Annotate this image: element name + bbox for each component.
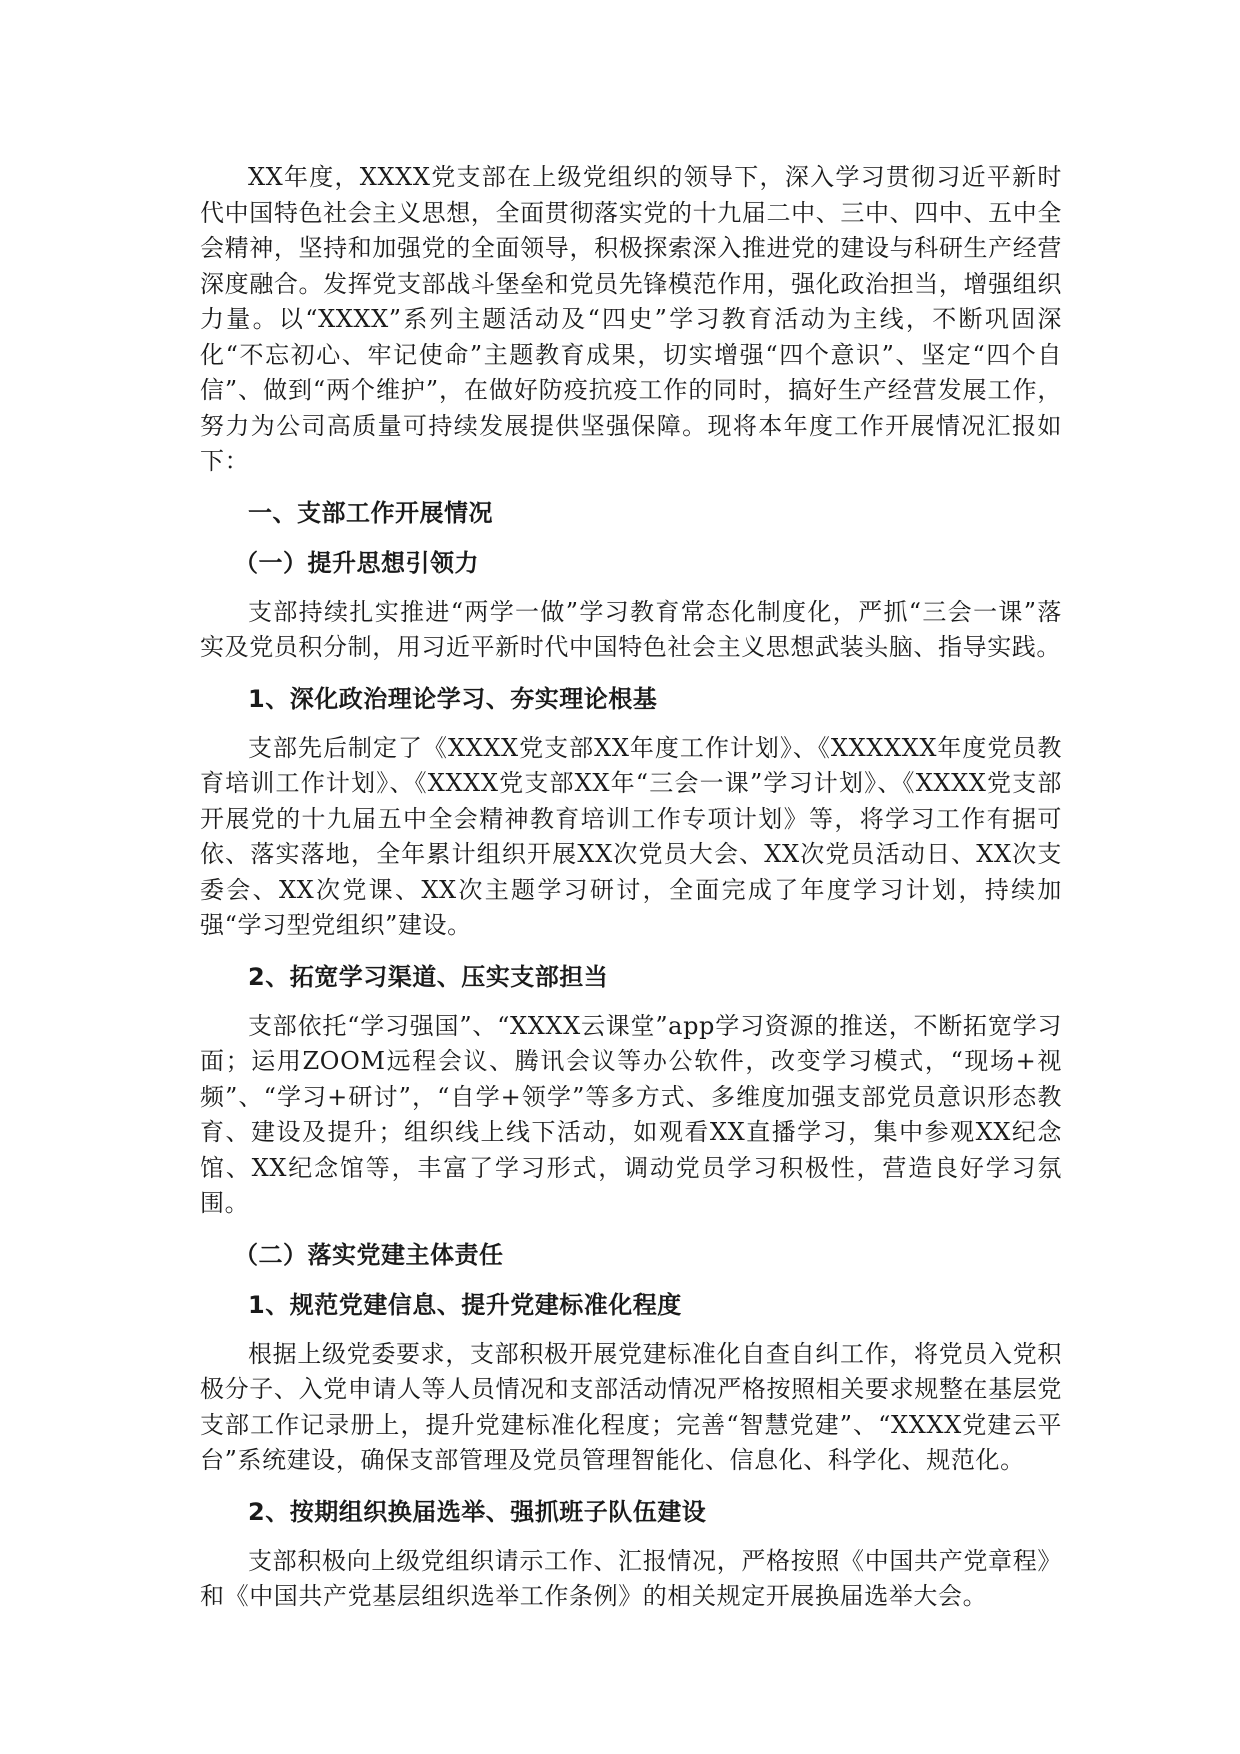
paragraph-two-studies: 支部持续扎实推进“两学一做”学习教育常态化制度化，严抓“三会一课”落实及党员积分制，用习近平新时代中国特色社会主义思想武装头脑、指导实践。 <box>200 597 1062 661</box>
section-heading-branch-work: 一、支部工作开展情况 <box>248 498 493 527</box>
paragraph-election: 支部积极向上级党组织请示工作、汇报情况，严格按照《中国共产党章程》和《中国共产党基层组织选举工作条例》的相关规定开展换届选举大会。 <box>200 1546 1062 1610</box>
item-heading-standardization: 1、规范党建信息、提升党建标准化程度 <box>248 1290 682 1319</box>
document-body <box>200 160 1062 1630</box>
item-heading-political-theory: 1、深化政治理论学习、夯实理论根基 <box>248 684 658 713</box>
paragraph-learning-channels: 支部依托“学习强国”、“XXXX云课堂”app学习资源的推送，不断拓宽学习面；运用ZOOM远程会议、腾讯会议等办公软件，改变学习模式，“现场+视频”、“学习+研讨”，“自学+领学”等多方式、多维度加强支部党员意识形态教育、建设及提升；组织线上线下活动，如观看XX直播学习，集中参观XX纪念馆、XX纪念馆等，丰富了学习形式，调动党员学习积极性，营造良好学习氛围。 <box>200 1011 1062 1217</box>
subsection-heading-party-responsibility: （二）落实党建主体责任 <box>234 1240 504 1269</box>
intro-paragraph: XX年度，XXXX党支部在上级党组织的领导下，深入学习贯彻习近平新时代中国特色社会主义思想，全面贯彻落实党的十九届二中、三中、四中、五中全会精神，坚持和加强党的全面领导，积极探索深入推进党的建设与科研生产经营深度融合。发挥党支部战斗堡垒和党员先锋模范作用，强化政治担当，增强组织力量。以“XXXX”系列主题活动及“四史”学习教育活动为主线，不断巩固深化“不忘初心、牢记使命”主题教育成果，切实增强“四个意识”、坚定“四个自信”、做到“两个维护”，在做好防疫抗疫工作的同时，搞好生产经营发展工作，努力为公司高质量可持续发展提供坚强保障。现将本年度工作开展情况汇报如下： <box>200 163 1062 475</box>
subsection-heading-ideological-leadership: （一）提升思想引领力 <box>234 548 479 577</box>
item-heading-learning-channels: 2、拓宽学习渠道、压实支部担当 <box>248 962 609 991</box>
item-heading-election: 2、按期组织换届选举、强抓班子队伍建设 <box>248 1497 707 1526</box>
paragraph-standardization: 根据上级党委要求，支部积极开展党建标准化自查自纠工作，将党员入党积极分子、入党申请人等人员情况和支部活动情况严格按照相关要求规整在基层党支部工作记录册上，提升党建标准化程度；完善“智慧党建”、“XXXX党建云平台”系统建设，确保支部管理及党员管理智能化、信息化、科学化、规范化。 <box>200 1339 1062 1474</box>
paragraph-study-plans: 支部先后制定了《XXXX党支部XX年度工作计划》、《XXXXXX年度党员教育培训工作计划》、《XXXX党支部XX年“三会一课”学习计划》、《XXXX党支部开展党的十九届五中全会精神教育培训工作专项计划》等，将学习工作有据可依、落实落地，全年累计组织开展XX次党员大会、XX次党员活动日、XX次支委会、XX次党课、XX次主题学习研讨，全面完成了年度学习计划，持续加强“学习型党组织”建设。 <box>200 733 1062 939</box>
